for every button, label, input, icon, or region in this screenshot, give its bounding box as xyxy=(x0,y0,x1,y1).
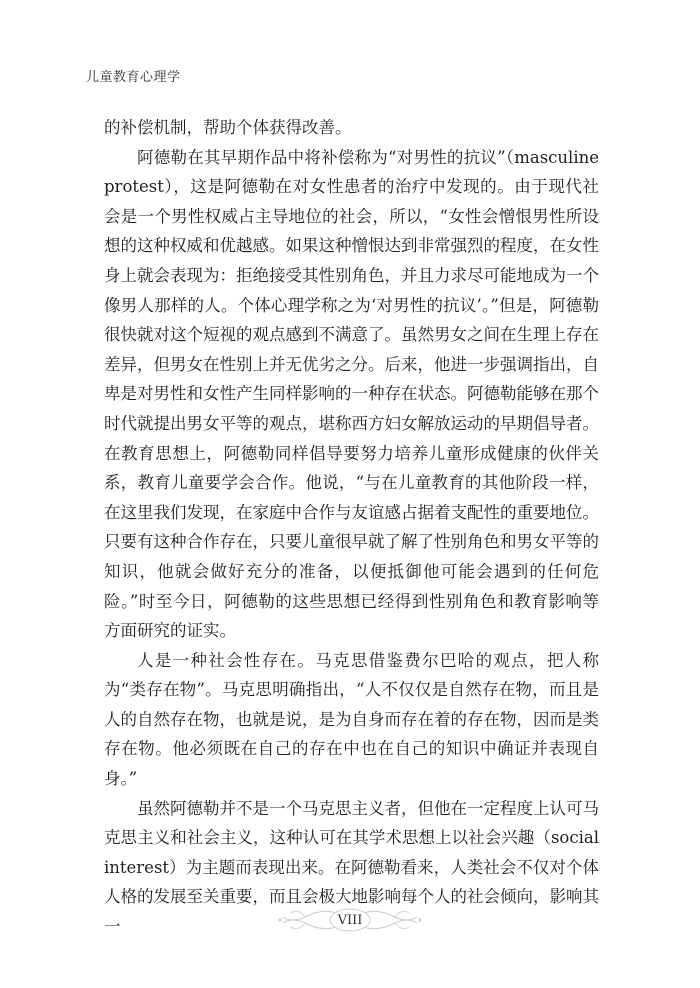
paragraph-species-being: 人是一种社会性存在。马克思借鉴费尔巴哈的观点，把人称为“类存在物”。马克思明确指出，“人不仅仅是自然存在物，而且是人的自然存在物，也就是说，是为自身而存在着的存在物，因而是类存在物。他必须既在自己的存在中也在自己的知识中确证并表现自身。” xyxy=(104,650,599,789)
paragraph-continuation: 的补偿机制，帮助个体获得改善。 xyxy=(104,118,352,137)
page-number: VIII xyxy=(337,912,363,928)
running-header: 儿童教育心理学 xyxy=(86,70,181,85)
paragraph-social-interest: 虽然阿德勒并不是一个马克思主义者，但他在一定程度上认可马克思主义和社会主义，这种认可在其学术思想上以社会兴趣（social interest）为主题而表现出来。在阿德勒看来，人类社会不仅对个体人格的发展至关重要，而且会极大地影响每个人的社会倾向，影响其一 xyxy=(104,798,599,937)
page-folio xyxy=(0,905,700,935)
body-text xyxy=(104,113,599,942)
paragraph-masculine-protest: 阿德勒在其早期作品中将补偿称为“对男性的抗议”（masculine protest），这是阿德勒在对女性患者的治疗中发现的。由于现代社会是一个男性权威占主导地位的社会，所以，“女性会憎恨男性所设想的这种权威和优越感。如果这种憎恨达到非常强烈的程度，在女性身上就会表现为：拒绝接受其性别角色，并且力求尽可能地成为一个像男人那样的人。个体心理学称之为‘对男性的抗议’。”但是，阿德勒很快就对这个短视的观点感到不满意了。虽然男女之间在生理上存在差异，但男女在性别上并无优劣之分。后来，他进一步强调指出，自卑是对男性和女性产生同样影响的一种存在状态。阿德勒能够在那个时代就提出男女平等的观点，堪称西方妇女解放运动的早期倡导者。在教育思想上，阿德勒同样倡导要努力培养儿童形成健康的伙伴关系，教育儿童要学会合作。他说，“与在儿童教育的其他阶段一样，在这里我们发现，在家庭中合作与友谊感占据着支配性的重要地位。只要有这种合作存在，只要儿童很早就了解了性别角色和男女平等的知识，他就会做好充分的准备，以便抵御他可能会遇到的任何危险。”时至今日，阿德勒的这些思想已经得到性别角色和教育影响等方面研究的证实。 xyxy=(104,147,599,641)
